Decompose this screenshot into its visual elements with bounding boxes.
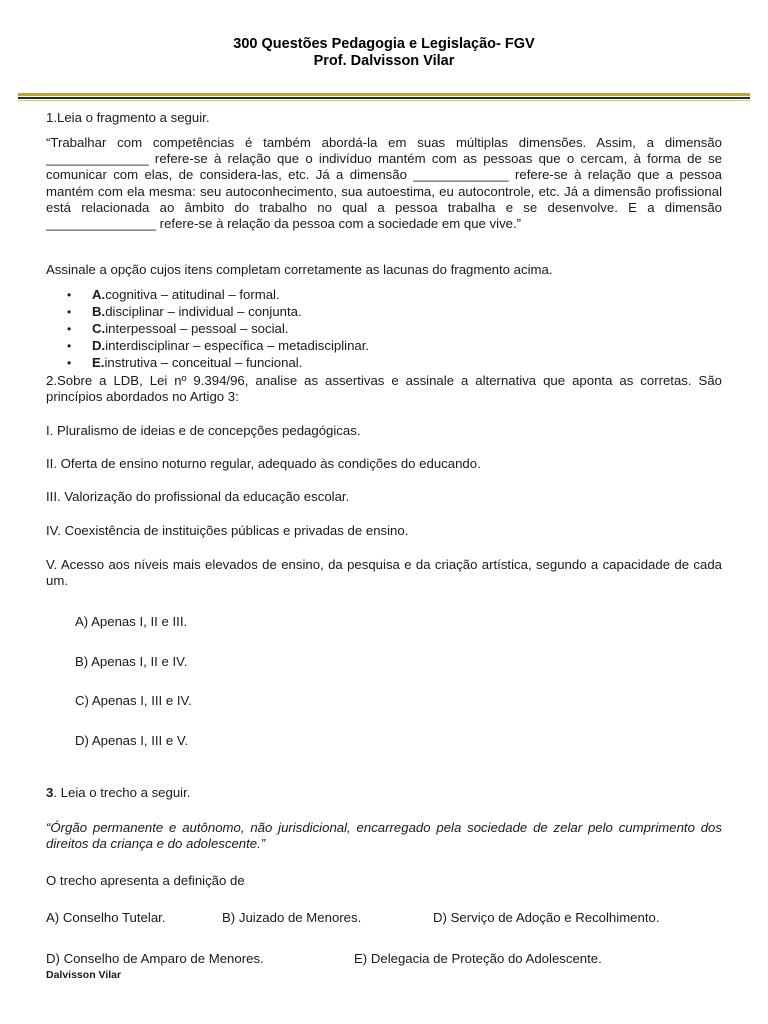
q2-answer-b[interactable]: B) Apenas I, II e IV.: [75, 654, 188, 669]
q1-intro: 1.Leia o fragmento a seguir.: [46, 110, 210, 125]
q1-option-b[interactable]: [46, 304, 722, 321]
page-footer: Dalvisson Vilar: [46, 969, 122, 981]
q3-intro: [46, 785, 722, 801]
header-rule-gold: [18, 93, 750, 96]
q2-item-2: II. Oferta de ensino noturno regular, adequado às condições do educando.: [46, 456, 481, 471]
q1-fragment: “Trabalhar com competências é também abordá-la em suas múltiplas dimensões. Assim, a dimensão ______________ refere-se à relação que o indivíduo mantém com as pessoas que o cercam, à forma de se comunicar com elas, de considera-las, etc. Já a dimensão _____________ refere-se à relação que a pessoa mantém com ela mesma: seu autoconhecimento, sua autoestima, eu autocontrole, etc. Já a dimensão profissional está relacionada ao âmbito do trabalho no qual a pessoa trabalha e se desenvolve. E a dimensão _______________ refere-se à relação da pessoa com a sociedade em que vive.”: [46, 135, 722, 232]
q3-answer-e[interactable]: E) Delegacia de Proteção do Adolescente.: [354, 951, 602, 966]
q3-prompt: O trecho apresenta a definição de: [46, 873, 245, 888]
option-text: disciplinar – individual – conjunta.: [105, 303, 302, 319]
q2-answer-d[interactable]: D) Apenas I, III e V.: [75, 733, 189, 748]
q3-answer-d[interactable]: D) Conselho de Amparo de Menores.: [46, 951, 264, 966]
q1-option-e[interactable]: [46, 355, 722, 372]
q3-number: 3: [46, 785, 54, 800]
option-letter: A.: [92, 287, 106, 302]
option-text: interpessoal – pessoal – social.: [105, 320, 289, 336]
header-rule-dark: [18, 97, 750, 99]
option-text: cognitiva – atitudinal – formal.: [105, 287, 280, 302]
q2-item-5: V. Acesso aos níveis mais elevados de ensino, da pesquisa e da criação artística, segundo a capacidade de cada um.: [46, 557, 722, 589]
option-letter: D.: [92, 337, 106, 353]
document-author: Prof. Dalvisson Vilar: [313, 53, 455, 69]
option-text: instrutiva – conceitual – funcional.: [104, 354, 303, 370]
option-letter: B.: [92, 303, 106, 319]
option-text: interdisciplinar – específica – metadisciplinar.: [105, 337, 370, 353]
option-letter: C.: [92, 320, 106, 336]
q2-intro: 2.Sobre a LDB, Lei nº 9.394/96, analise as assertivas e assinale a alternativa que aponta as corretas. São princípios abordados no Artigo 3:: [46, 373, 722, 405]
header-rule-light: [18, 100, 750, 101]
q1-instruction: Assinale a opção cujos itens completam corretamente as lacunas do fragmento acima.: [46, 262, 553, 277]
option-letter: E.: [92, 354, 105, 370]
q3-intro-text: . Leia o trecho a seguir.: [53, 785, 191, 800]
q2-answer-c[interactable]: C) Apenas I, III e IV.: [75, 693, 192, 708]
q3-quote: “Órgão permanente e autônomo, não jurisdicional, encarregado pela sociedade de zelar pelo cumprimento dos direitos da criança e do adolescente.”: [46, 820, 722, 852]
q2-item-3: III. Valorização do profissional da educação escolar.: [46, 489, 350, 504]
q3-answer-c[interactable]: D) Serviço de Adoção e Recolhimento.: [433, 910, 660, 925]
q3-answer-a[interactable]: A) Conselho Tutelar.: [46, 910, 166, 925]
q3-answer-b[interactable]: B) Juizado de Menores.: [222, 910, 362, 925]
q1-option-c[interactable]: [46, 321, 722, 338]
page-header: [0, 36, 768, 70]
q2-item-4: IV. Coexistência de instituições públicas e privadas de ensino.: [46, 523, 409, 538]
q2-answer-a[interactable]: A) Apenas I, II e III.: [75, 614, 188, 629]
q1-option-d[interactable]: [46, 338, 722, 355]
q2-item-1: I. Pluralismo de ideias e de concepções pedagógicas.: [46, 423, 361, 438]
document-title: 300 Questões Pedagogia e Legislação- FGV: [233, 36, 535, 52]
q1-option-a[interactable]: [46, 287, 722, 304]
q1-options: [46, 287, 722, 372]
